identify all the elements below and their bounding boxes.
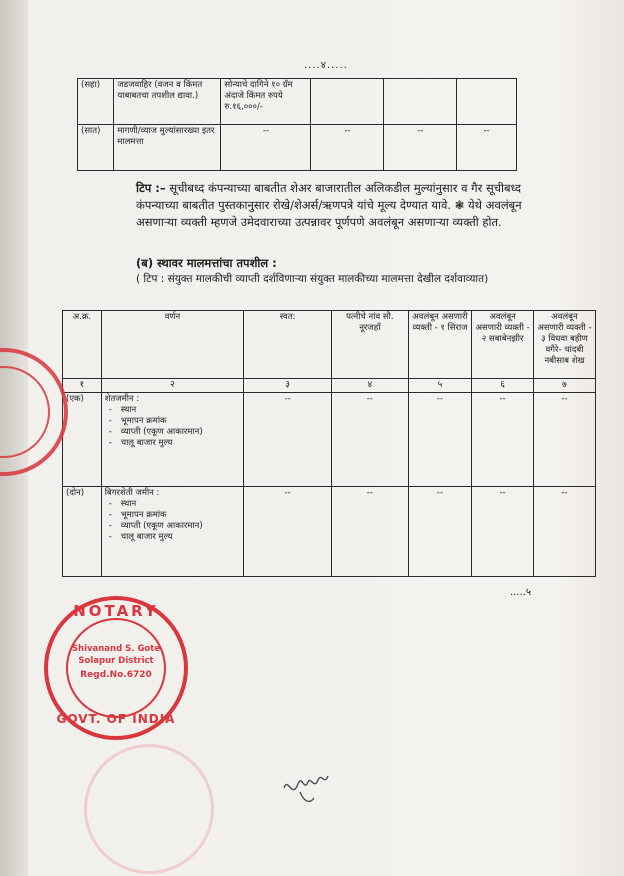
column-number: ३ [244, 379, 332, 393]
faint-stamp-bleed [84, 744, 214, 874]
note-label: टिप :– [136, 181, 166, 195]
column-number: ४ [332, 379, 409, 393]
row-self-value: -- [244, 393, 332, 487]
immovable-assets-table [62, 310, 596, 577]
row-spouse-value: -- [311, 125, 384, 171]
list-item: - स्थान [115, 405, 241, 416]
table-row [78, 79, 517, 125]
stamp-top-text: NOTARY [73, 602, 159, 620]
header-description: वर्णन [101, 311, 244, 379]
column-number: ५ [408, 379, 472, 393]
section-b-heading: (ब) स्थावर मालमत्तांचा तपशील : [136, 256, 277, 270]
stamp-name: Shivanand S. Gote [71, 644, 161, 654]
list-item: - भूमापन क्रमांक [115, 416, 241, 427]
header-dependent-2: अवलंबून असणारी व्यक्ती - २ सबाबेनझीर [472, 311, 534, 379]
page-number: ....४..... [304, 60, 348, 71]
stamp-district: Solapur District [78, 656, 154, 666]
row-self-value: -- [244, 487, 332, 577]
stamp-regd: Regd.No.6720 [80, 670, 152, 680]
row-description [101, 487, 244, 577]
header-serial: अ.क्र. [63, 311, 102, 379]
table-row [78, 125, 517, 171]
header-dependent-3: अवलंबून असणारी व्यक्ती - ३ विधवा बहीण वगैरे- चांदबी नबीसाब शेख [533, 311, 595, 379]
column-number: २ [101, 379, 244, 393]
notary-stamp [44, 596, 188, 740]
row-self-value: -- [221, 125, 311, 171]
row-serial: (सात) [78, 125, 114, 171]
header-self: स्वत: [244, 311, 332, 379]
list-item: - चालू बाजार मुल्य [115, 532, 241, 543]
notary-stamp-partial [0, 348, 68, 476]
column-number: ७ [533, 379, 595, 393]
row-dep2-value: -- [457, 125, 517, 171]
note-text: सूचीबध्द कंपन्याच्या बाबतीत शेअर बाजारातील अलिकडील मुल्यांनुसार व गैर सूचीबध्द कंपन्याच्या बाबतीत पुस्तकानुसार रोखे/शेअर्स/ऋणपत्रे यांचे मूल्य देण्यात यावे. ❃ येथे अवलंबून असणाऱ्या व्यक्ती म्हणजे उमेदवाराच्या उत्पन्नावर पूर्णपणे अवलंबून असणाऱ्या व्यक्ती होत. [136, 181, 522, 229]
row-dep2-value: -- [472, 393, 534, 487]
valuation-note [136, 180, 536, 231]
header-spouse: पत्नीचे नांव सौ. नूरजहाँ [332, 311, 409, 379]
row-description: जडजवाहिर (वजन व किंमत याबाबतचा तपशील द्यावा.) [114, 79, 221, 125]
row-dep1-value: -- [408, 487, 472, 577]
list-item: - भूमापन क्रमांक [115, 510, 241, 521]
table-row [63, 393, 596, 487]
row-title: बिगरशेती जमीन : [104, 488, 160, 498]
row-spouse-value [311, 79, 384, 125]
stamp-bottom-text: GOVT. OF INDIA [56, 712, 176, 726]
row-serial: (एक) [63, 393, 102, 487]
list-item: - चालू बाजार मुल्य [115, 438, 241, 449]
row-description: मागणी/व्याज मुल्यांसारख्या इतर मालमत्ता [114, 125, 221, 171]
row-spouse-value: -- [332, 487, 409, 577]
row-dep1-value [384, 79, 457, 125]
row-dep3-value: -- [533, 393, 595, 487]
signature [280, 762, 340, 806]
column-number: ६ [472, 379, 534, 393]
row-title: शेतजमीन : [104, 394, 140, 404]
section-b-note: ( टिप : संयुक्त मालकीची व्याप्ती दर्शविणाऱ्या संयुक्त मालकीच्या मालमत्ता देखील दर्शवाव्यात) [136, 273, 489, 285]
column-number-row [63, 379, 596, 393]
row-spouse-value: -- [332, 393, 409, 487]
assets-table-continued [77, 78, 517, 171]
row-dep2-value: -- [472, 487, 534, 577]
list-item: - व्याप्ती (एकूण आकारमान) [115, 427, 241, 438]
row-serial: (सहा) [78, 79, 114, 125]
column-number: १ [63, 379, 102, 393]
list-item: - स्थान [115, 499, 241, 510]
header-dependent-1: अवलंबून असणारी व्यक्ती - १ सिराज [408, 311, 472, 379]
row-self-value: सोन्याचे दागिने १० ग्रॅम अंदाजे किंमत रुपये रु.१६,०००/- [221, 79, 311, 125]
row-dep2-value [457, 79, 517, 125]
row-serial: (दोन) [63, 487, 102, 577]
list-item: - व्याप्ती (एकूण आकारमान) [115, 521, 241, 532]
row-dep3-value: -- [533, 487, 595, 577]
row-dep1-value: -- [384, 125, 457, 171]
table-row [63, 487, 596, 577]
continuation-marker: .....५ [510, 587, 532, 598]
row-dep1-value: -- [408, 393, 472, 487]
row-description [101, 393, 244, 487]
table-header-row [63, 311, 596, 379]
